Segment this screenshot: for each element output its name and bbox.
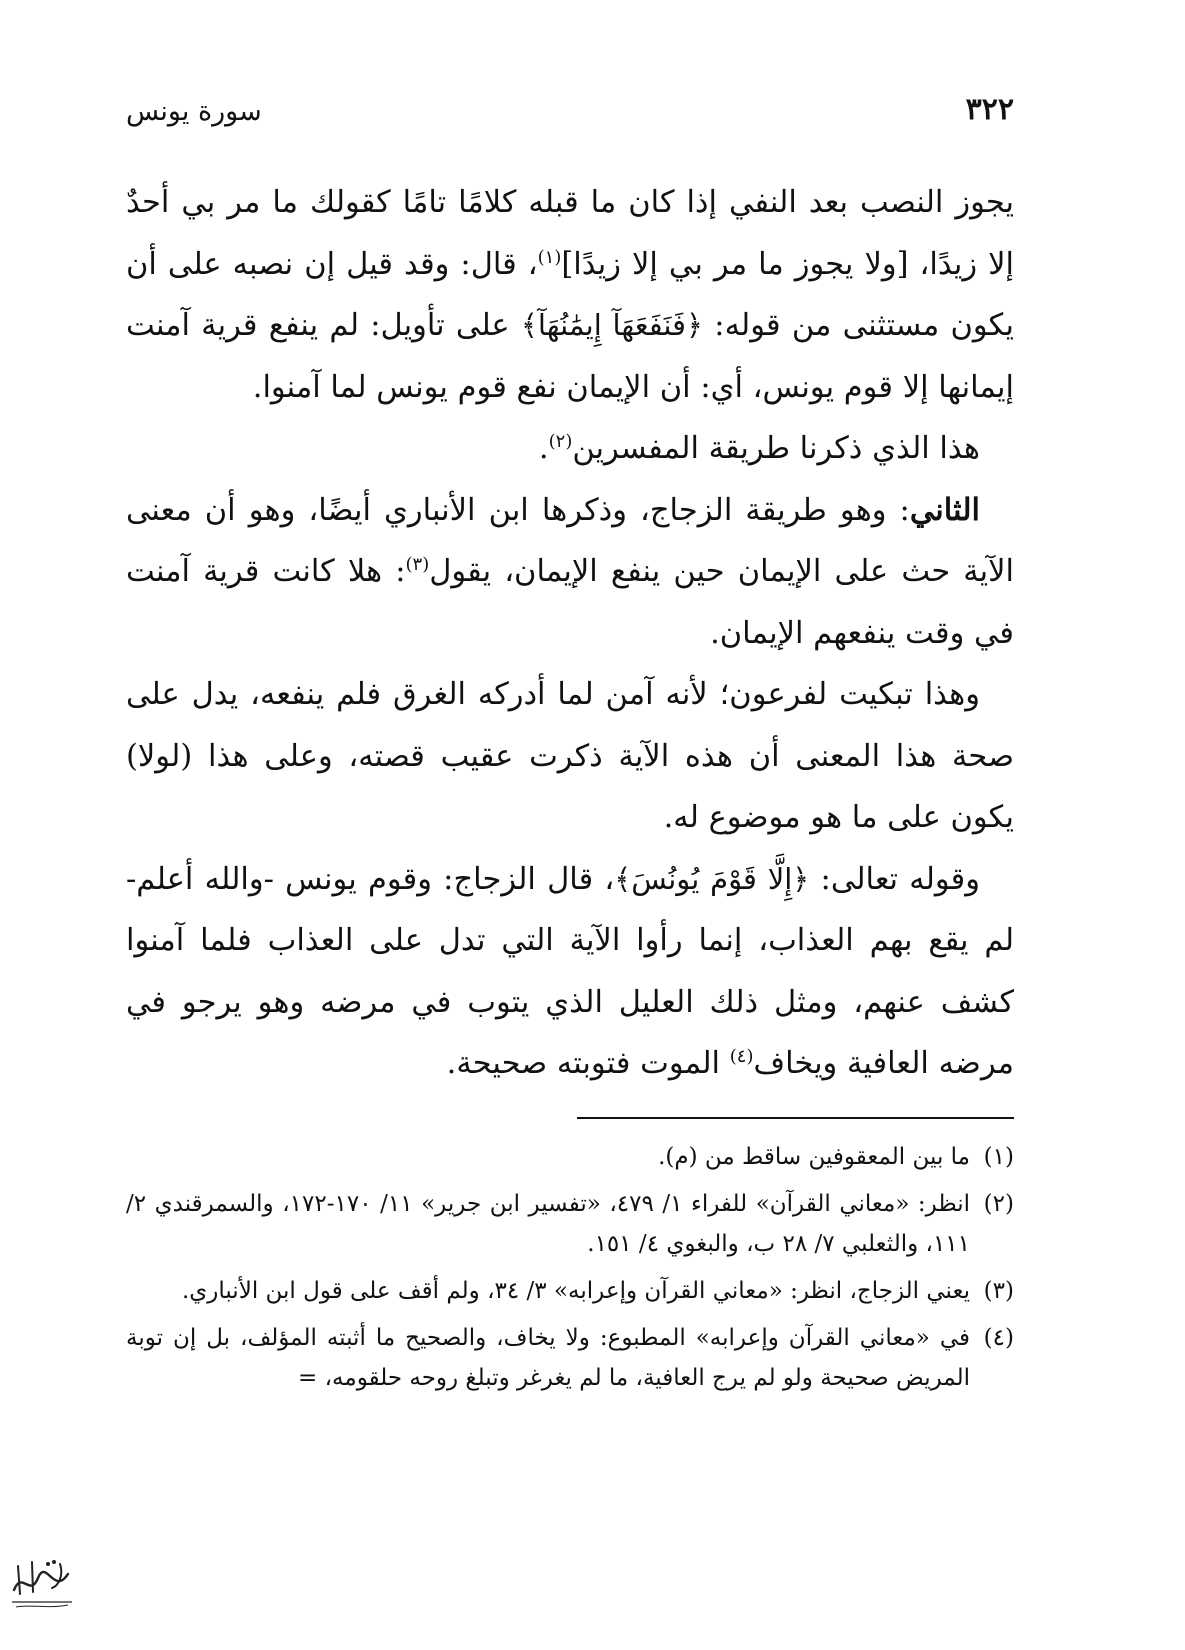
paragraph-1-tail: على تأويل: لم ينفع قرية آمنت إيمانها إلا قوم يونس، أي: أن الإيمان نفع قوم يونس لما آمنوا. bbox=[126, 308, 1014, 405]
paragraph-3-tail: : هلا كانت قرية آمنت في وقت ينفعهم الإيمان. bbox=[126, 554, 1014, 651]
paragraph-2-end: . bbox=[538, 431, 549, 466]
footnote-divider bbox=[577, 1117, 1014, 1119]
paragraph-2-text: هذا الذي ذكرنا طريقة المفسرين bbox=[572, 431, 980, 466]
footnote-2 bbox=[126, 1184, 1014, 1264]
running-title: سورة يونس bbox=[126, 96, 262, 127]
footnote-text: ما بين المعقوفين ساقط من (م). bbox=[658, 1144, 970, 1170]
paragraph-1 bbox=[126, 172, 1014, 418]
paragraph-3 bbox=[126, 480, 1014, 665]
footnote-text: انظر: «معاني القرآن» للفراء ١/ ٤٧٩، «تفسير ابن جرير» ١١/ ١٧٠-١٧٢، والسمرقندي ٢/ ١١١، والثعلبي ٧/ ٢٨ ب، والبغوي ٤/ ١٥١. bbox=[126, 1191, 971, 1257]
paragraph-5-tail: الموت فتوبته صحيحة. bbox=[446, 1046, 730, 1081]
paragraph-3-text: : وهو طريقة الزجاج، وذكرها ابن الأنباري أيضًا، وهو أن معنى الآية حث على الإيمان حين ينفع الإيمان، يقول bbox=[126, 492, 1014, 589]
quran-verse-2: ﴿إِلَّا قَوْمَ يُونُسَ﴾ bbox=[614, 861, 810, 896]
footnote-3 bbox=[126, 1271, 1014, 1311]
footnote-number: (٤) bbox=[983, 1325, 1014, 1351]
footnote-4 bbox=[126, 1318, 1014, 1398]
main-text bbox=[126, 172, 1014, 1095]
footnote-ref-3: (٣) bbox=[405, 553, 430, 575]
footnote-text: في «معاني القرآن وإعرابه» المطبوع: ولا يخاف، والصحيح ما أثبته المؤلف، بل إن توبة المريض صحيحة ولو لم يرج العافية، ما لم يغرغر وتبلغ روحه حلقومه، = bbox=[126, 1325, 970, 1391]
paragraph-3-lead: الثاني bbox=[909, 491, 980, 528]
paragraph-5 bbox=[126, 849, 1014, 1095]
paragraph-4-text: وهذا تبكيت لفرعون؛ لأنه آمن لما أدركه الغرق فلم ينفعه، يدل على صحة هذا المعنى أن هذه الآية ذكرت عقيب قصته، وعلى هذا (لولا) يكون على ما هو موضوع له. bbox=[126, 677, 1014, 835]
page-header bbox=[126, 92, 1014, 142]
quran-verse-1: ﴿فَنَفَعَهَآ إِيمَٰنُهَآ﴾ bbox=[520, 308, 704, 342]
footnotes bbox=[126, 1137, 1014, 1405]
page-number: ٣٢٢ bbox=[965, 92, 1014, 127]
paragraph-4 bbox=[126, 664, 1014, 849]
paragraph-5-continuation: ، قال الزجاج: وقوم يونس -والله أعلم- لم يقع بهم العذاب، إنما رأوا الآية التي تدل على العذاب فلما آمنوا كشف عنهم، ومثل ذلك العليل الذي يتوب في مرضه وهو يرجو في مرضه العافية ويخاف bbox=[126, 861, 1014, 1081]
paragraph-1-continuation: ، قال: وقد قيل إن نصبه على أن يكون مستثنى من قوله: bbox=[126, 246, 1014, 343]
footnote-ref-2: (٢) bbox=[548, 430, 573, 452]
footnote-1 bbox=[126, 1137, 1014, 1177]
footnote-number: (٢) bbox=[983, 1191, 1014, 1217]
paragraph-1-text: يجوز النصب بعد النفي إذا كان ما قبله كلامًا تامًا كقولك ما مر بي أحدٌ إلا زيدًا، [ولا يجوز ما مر بي إلا زيدًا] bbox=[126, 185, 1015, 282]
footnote-ref-4: (٤) bbox=[729, 1045, 754, 1067]
paragraph-5-text: وقوله تعالى: bbox=[809, 861, 980, 897]
footnote-number: (٣) bbox=[983, 1278, 1014, 1304]
library-stamp-logo bbox=[8, 1552, 76, 1610]
footnote-ref-1: (١) bbox=[537, 246, 562, 268]
footnote-text: يعني الزجاج، انظر: «معاني القرآن وإعرابه» ٣/ ٣٤، ولم أقف على قول ابن الأنباري. bbox=[181, 1278, 970, 1304]
paragraph-2 bbox=[126, 418, 1014, 480]
footnote-number: (١) bbox=[983, 1144, 1014, 1170]
